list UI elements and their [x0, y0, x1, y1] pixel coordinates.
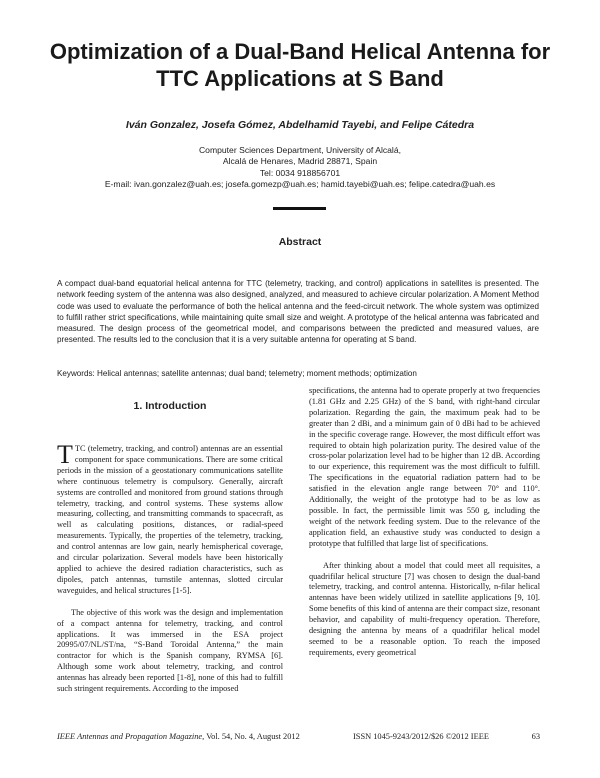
page-footer	[57, 732, 540, 744]
footer-issn: ISSN 1045-9243/2012/$26 ©2012 IEEE	[353, 732, 489, 741]
section-heading-introduction: 1. Introduction	[133, 400, 207, 412]
page-number: 63	[531, 732, 540, 741]
keywords: Keywords: Helical antennas; satellite antennas; dual band; telemetry; moment methods; optimization	[57, 369, 417, 378]
affiliation-line: Tel: 0034 918856701	[259, 167, 341, 178]
objective-paragraph: The objective of this work was the design and implementation of a compact antenna for telemetry, tracking, and control applications. It was immersed in the ESA project 20995/07/NL/ST/na, “S-Band Toroidal Antenna,” the main contractor for which is the Spanish company, RYMSA [6]. Although some work about telemetry, tracking, and control antennas has already been reported [1-8], none of this had to fulfill such stringent requirements. According to the imposed	[57, 607, 283, 694]
abstract-text: A compact dual-band equatorial helical antenna for TTC (telemetry, tracking, and control) applications in satellites is presented. The network feeding system of the antenna was also designed, analyzed, and measured to achieve circular polarization. A Moment Method code was used to evaluate the performance of both the helical antenna and the feed-circuit network. The whole system was optimized to fulfill rather strict specifications, while maintaining quite small size and weight. A prototype of the helical antenna was fabricated and measured. The design process of the geometrical model, and comparisons between the predicted and measured values, are presented. The results led to the conclusion that it is a very suitable antenna for operating at S band.	[57, 279, 539, 345]
drop-cap: T	[57, 440, 73, 469]
model-paragraph: After thinking about a model that could meet all requisites, a quadrifilar helical structure [7] was chosen to design the dual-band telemetry, tracking, and control antenna. Historically, n-filar helical antennas have been widely utilized in satellite applications [9, 10]. Some benefits of this kind of antenna are their compact size, resonant behavior, and capability of multi-frequency operation. Therefore, designing the antenna by means of a quadrifilar helical model seemed to be a reasonable option. To reach the imposed requirements, every geometrical	[309, 560, 540, 657]
paper-title: Optimization of a Dual-Band Helical Antenna for TTC Applications at S Band	[49, 39, 551, 91]
affiliation-block	[30, 145, 570, 190]
specifications-paragraph: specifications, the antenna had to operate properly at two frequencies (1.81 GHz and 2.25 GHz) of the S band, with right-hand circular polarization. Regarding the gain, the maximum peak had to be greater than 2 dBi, and a minimum gain of 0 dBi had to be achieved in the specific coverage range. However, the most difficult effort was required to obtain high polarization purity. The desired value of the cross-polar polarization level had to be higher than 12 dB. According to our experience, this requirement was the most difficult to fulfill. The specifications in the equatorial radiation pattern had to be satisfied in the elevation angle range between 70° and 110°. Additionally, the weight of the prototype had to be as low as possible. In fact, the permissible limit was 550 g, including the weight of the network feeding system. Due to the relevance of the application field, an exhaustive study was conducted to design a prototype that fulfilled that large list of specifications.	[309, 386, 540, 548]
title-divider	[273, 207, 326, 210]
right-column	[309, 386, 540, 659]
abstract-heading: Abstract	[278, 236, 322, 248]
footer-journal	[57, 732, 300, 741]
intro-paragraph	[57, 440, 283, 597]
journal-volume: Vol. 54, No. 4, August 2012	[206, 732, 300, 741]
left-column	[57, 440, 283, 695]
affiliation-line: Computer Sciences Department, University of Alcalá,	[198, 145, 402, 155]
intro-paragraph-text: TC (telemetry, tracking, and control) antennas are an essential component for space communications. There are some critical periods in the mission of a geostationary communications satellite where continuous telemetry is compulsory. Generally, aircraft systems are controlled and monitored from ground stations through telemetry, tracking, and control systems. These systems allow measuring, collecting, and transmitting commands to spacecraft, as well as calculating positions, distances, or radial-speed measurements. Typically, the properties of the telemetry, tracking, and control antennas are low gain, nearly hemispherical coverage, and circular polarization. Several models have been historically applied to achieve the desired radiation characteristics, such as dipoles, patch antennas, turnstile antennas, slotted circular waveguides, and helical structures [1-5].	[57, 444, 283, 595]
affiliation-emails: E-mail: ivan.gonzalez@uah.es; josefa.gomezp@uah.es; hamid.tayebi@uah.es; felipe.catedra@uah.es	[104, 178, 496, 189]
journal-name: IEEE Antennas and Propagation Magazine,	[57, 732, 205, 741]
author-list: Iván Gonzalez, Josefa Gómez, Abdelhamid Tayebi, and Felipe Cátedra	[125, 119, 475, 131]
affiliation-line: Alcalá de Henares, Madrid 28871, Spain	[222, 156, 378, 167]
